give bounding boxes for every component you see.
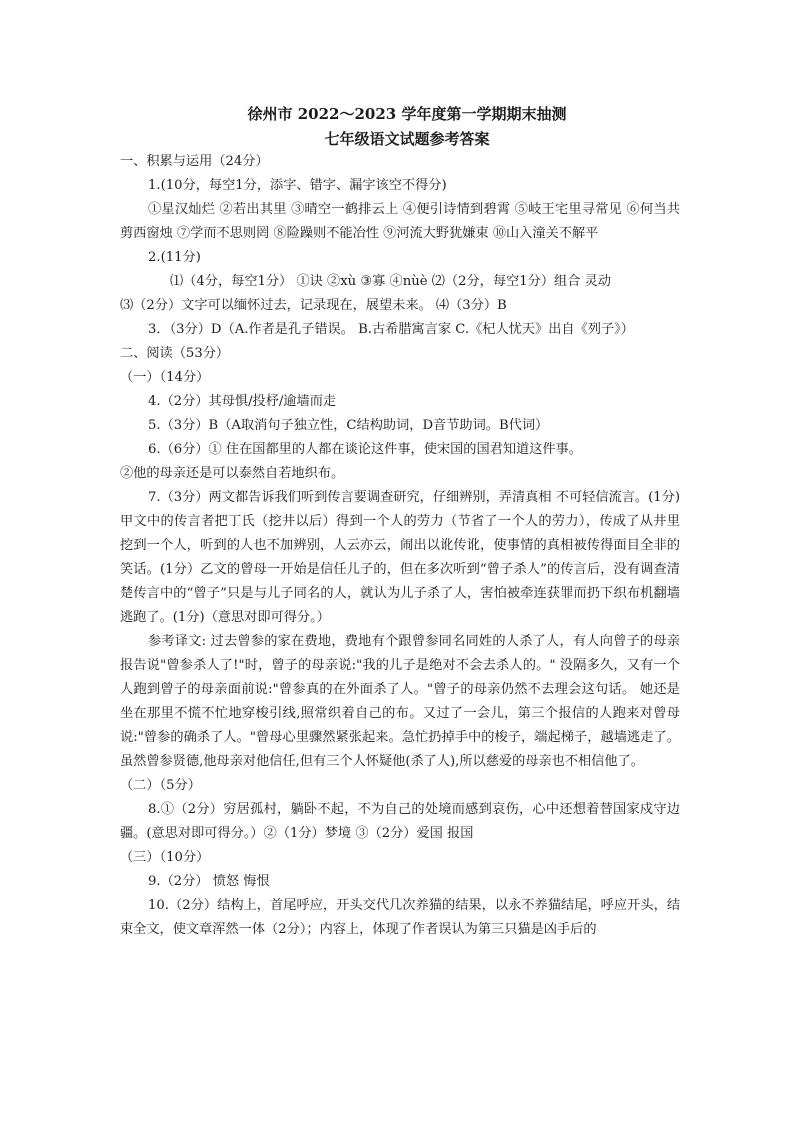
question-7-answer: 7.（3分）两文都告诉我们听到传言要调查研究，仔细辨别，弄清真相 不可轻信流言。(1分)甲文中的传言者把丁氏（挖井以后）得到一个人的劳力（节省了一个人的劳力），传成了从井里挖到一个人，听到的人也不加辨别，人云亦云，闹出以讹传讹，使事情的真相被传得面目全非的笑话。(1分）乙文的曾母一开始是信任儿子的，但在多次听到“曾子杀人”的传言后，没有调查清楚传言中的“曾子”只是与儿子同名的人，就认为儿子杀了人，害怕被牵连获罪而扔下织布机翻墙逃跑了。(1分)（意思对即可得分。） xyxy=(120,490,680,625)
question-2-part1: ⑴（4分，每空1分） ①诀 ②xù ③寡 ④nùè ⑵（2分，每空1分）组合 灵动 xyxy=(170,274,611,289)
document-title: 徐州市 2022～2023 学年度第一学期期末抽测 xyxy=(247,105,567,123)
question-10-answer: 10.（2分）结构上，首尾呼应，开头交代几次养猫的结果，以永不养猫结尾，呼应开头，结束全文，使文章浑然一体（2分）；内容上，体现了作者误认为第三只猫是凶手后的 xyxy=(120,898,680,937)
question-9-answer: 9.（2分） 愤怒 悔恨 xyxy=(148,874,270,889)
document-subtitle: 七年级语文试题参考答案 xyxy=(324,130,490,148)
subsection-2-heading: （二）（5分） xyxy=(120,778,201,793)
reference-translation: 参考译文: 过去曾参的家在费地，费地有个跟曾参同名同姓的人杀了人，有人向曾子的母亲报告说"曾参杀人了!"时，曾子的母亲说:"我的儿子是绝对不会去杀人的。" 没隔多久，又有一个人跑到曾子的母亲面前说:"曾参真的在外面杀了人。"曾子的母亲仍然不去理会这句话。 她还是坐在那里不慌不忙地穿梭引线,照常织着自己的布。又过了一会儿，第三个报信的人跑来对曾母说:"曾参的确杀了人。"曾母心里骤然紧张起来。急忙扔掉手中的梭子，端起梯子，越墙逃走了。虽然曾参贤德,他母亲对他信任,但有三个人怀疑他(杀了人),所以慈爱的母亲也不相信他了。 xyxy=(120,634,680,769)
question-6-answer-1: 6.（6分）① 住在国都里的人都在谈论这件事，使宋国的国君知道这件事。 xyxy=(148,442,582,457)
question-3-answer: 3．（3分）D（A.作者是孔子错误。 B.古希腊寓言家 C.《杞人忧天》出自《列子》） xyxy=(148,322,634,337)
section-heading-1: 一、积累与运用（24分） xyxy=(120,154,269,169)
question-8-answer: 8.①（2分）穷居孤村，躺卧不起，不为自己的处境而感到哀伤，心中还想着替国家戍守边疆。(意思对即可得分。）②（1分）梦境 ③（2分）爱国 报国 xyxy=(120,802,680,841)
question-2-part3: ⑶（2分）文字可以缅怀过去，记录现在，展望未来。 ⑷（3分）B xyxy=(120,298,507,313)
question-2-heading: 2.(11分) xyxy=(148,250,201,265)
question-1-answers: ①星汉灿烂 ②若出其里 ③晴空一鹤排云上 ④便引诗情到碧霄 ⑤岐王宅里寻常见 ⑥何当共剪西窗烛 ⑦学而不思则罔 ⑧险躁则不能冶性 ⑨河流大野犹嫌束 ⑩山入潼关不解平 xyxy=(120,202,680,241)
section-heading-2: 二、阅读（53分） xyxy=(120,346,230,361)
question-5-answer: 5.（3分）B（A取消句子独立性，C结构助词，D音节助词。B代词） xyxy=(148,418,549,433)
question-4-answer: 4.（2分）其母惧/投杼/逾墙而走 xyxy=(148,394,337,409)
question-1-heading: 1.(10分，每空1分，添字、错字、漏字该空不得分) xyxy=(148,178,447,193)
subsection-3-heading: （三）（10分） xyxy=(120,850,210,865)
question-6-answer-2: ②他的母亲还是可以泰然自若地织布。 xyxy=(120,466,345,481)
subsection-1-heading: （一）（14分） xyxy=(120,370,210,385)
answer-body xyxy=(120,150,680,942)
